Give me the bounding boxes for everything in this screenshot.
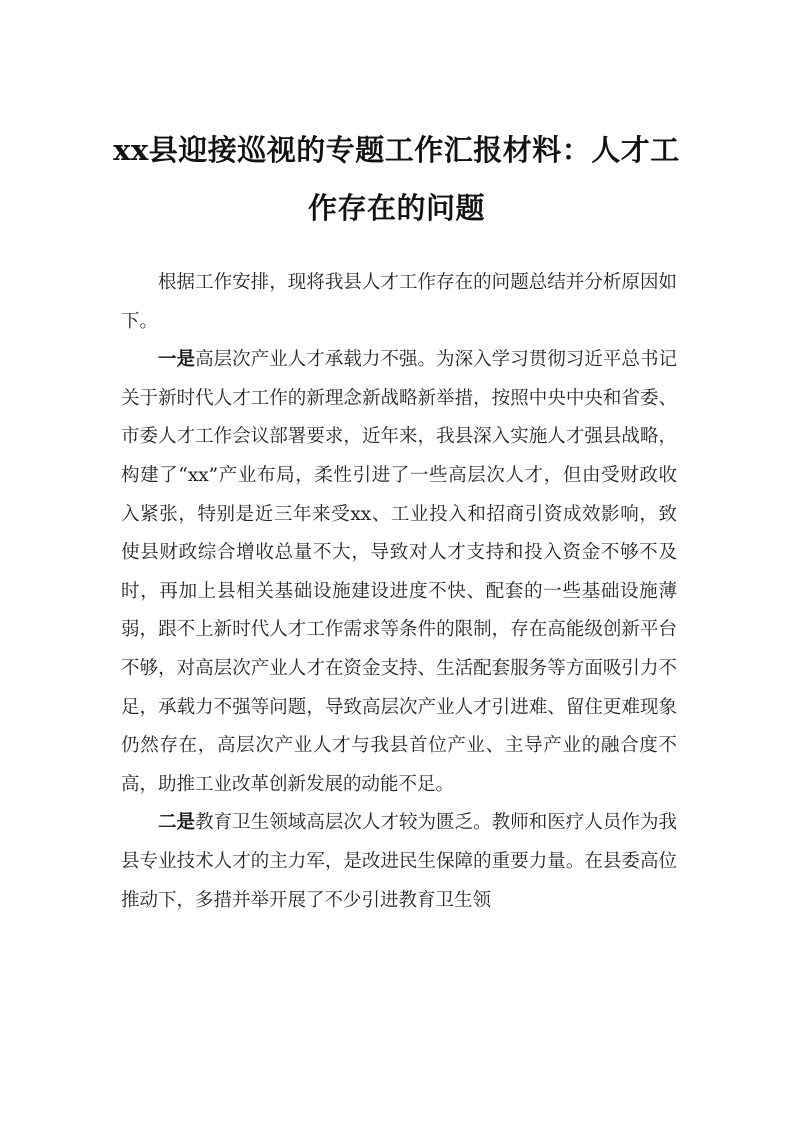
section-text-1: 高层次产业人才承载力不强。为深入学习贯彻习近平总书记关于新时代人才工作的新理念新战略新举措，按照中央中央和省委、市委人才工作会议部署要求，近年来，我县深入实施人才强县战略，构建了“xx”产业布局，柔性引进了一些高层次人才，但由受财政收入紧张，特别是近三年来受xx、工业投入和招商引资成效影响，致使县财政综合增收总量不大，导致对人才支持和投入资金不够不及时，再加上县相关基础设施建设进度不快、配套的一些基础设施薄弱，跟不上新时代人才工作需求等条件的限制，存在高能级创新平台不够，对高层次产业人才在资金支持、生活配套服务等方面吸引力不足，承载力不强等问题，导致高层次产业人才引进难、留住更难现象仍然存在，高层次产业人才与我县首位产业、主导产业的融合度不高，助推工业改革创新发展的动能不足。 <box>121 349 677 795</box>
title-line-2: 作存在的问题 <box>307 191 485 225</box>
document-body <box>121 264 677 920</box>
intro-paragraph: 根据工作安排，现将我县人才工作存在的问题总结并分析原因如下。 <box>121 272 677 332</box>
section-paragraph-2 <box>121 804 677 920</box>
document-title <box>100 121 693 237</box>
section-text-2: 教育卫生领域高层次人才较为匮乏。教师和医疗人员作为我县专业技术人才的主力军，是改进民生保障的重要力量。在县委高位推动下，多措并举开展了不少引进教育卫生领 <box>121 812 677 911</box>
title-line-1: xx县迎接巡视的专题工作汇报材料：人才工 <box>113 133 680 167</box>
section-paragraph-1 <box>121 341 677 804</box>
section-lead-2: 二是 <box>158 812 196 834</box>
section-lead-1: 一是 <box>158 349 196 371</box>
